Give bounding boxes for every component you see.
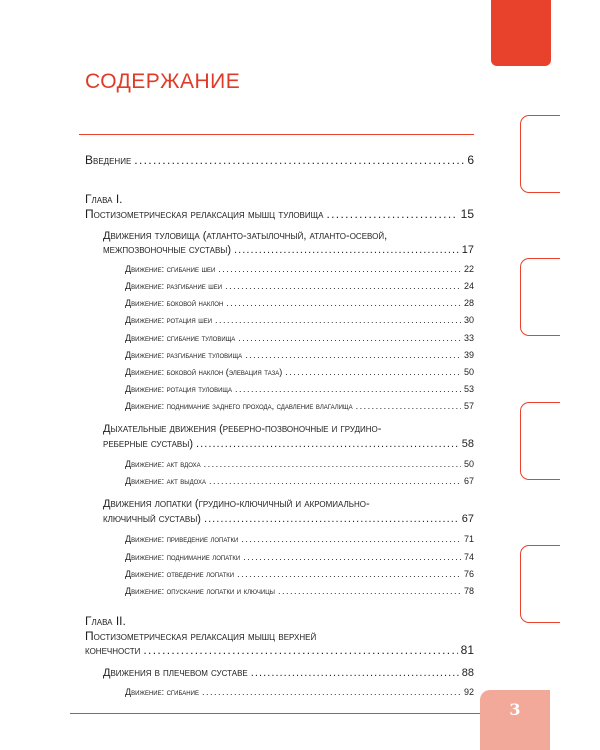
contents-title: СОДЕРЖАНИЕ <box>85 70 241 93</box>
subsection-entry: Движение: боковой наклон (элевация таза) . . . 50 <box>125 367 474 377</box>
subsection-entry: Движение: сгибание . . . 92 <box>125 687 474 697</box>
subsection-entry: Движение: ротация шеи . . . 30 <box>125 315 474 325</box>
subsection-entry: Движение: опускание лопатки и ключицы . . . 78 <box>125 586 474 596</box>
chapter-title-continued: конечности . . . 81 <box>85 643 474 657</box>
page-number: 3 <box>509 700 521 719</box>
footer-rule <box>70 713 480 714</box>
section-entry: ключичный суставы) . . . 67 <box>103 513 474 525</box>
subsection-entry: Движение: поднимание лопатки . . . 74 <box>125 552 474 562</box>
chapter-heading: Глава I. <box>85 192 123 206</box>
section-heading: Движения лопатки (грудино-ключичный и акромиально- <box>103 498 370 510</box>
subsection-entry: Движение: акт вдоха . . . 50 <box>125 459 474 469</box>
section-entry: реберные суставы) . . . 58 <box>103 438 474 450</box>
subsection-entry: Движение: акт выдоха . . . 67 <box>125 476 474 486</box>
subsection-entry: Движение: разгибание туловища . . . 39 <box>125 350 474 360</box>
chapter-heading: Глава II. <box>85 614 126 628</box>
subsection-entry: Движение: приведение лопатки . . . 71 <box>125 534 474 544</box>
page-number-tab <box>480 690 550 750</box>
subsection-entry: Движение: ротация туловища . . . 53 <box>125 384 474 394</box>
subsection-entry: Движение: отведение лопатки . . . 76 <box>125 569 474 579</box>
toc-entry: Введение . . . 6 <box>85 153 474 167</box>
subsection-entry: Движение: сгибание туловища . . . 33 <box>125 333 474 343</box>
section-heading: Дыхательные движения (реберно-позвоночные и грудино- <box>103 423 382 435</box>
section-entry: Движения в плечевом суставе . . . 88 <box>103 667 474 679</box>
section-entry: межпозвоночные суставы) . . . 17 <box>103 244 474 256</box>
chapter-title: Постизометрическая релаксация мышц верхней <box>85 629 317 643</box>
subsection-entry: Движение: поднимание заднего прохода, сдавление влагалища . . . 57 <box>125 401 474 411</box>
section-heading: Движения туловища (атланто-затылочный, атланто-осевой, <box>103 230 388 242</box>
subsection-entry: Движение: разгибание шеи . . . 24 <box>125 281 474 291</box>
chapter-title: Постизометрическая релаксация мышц туловища . . . 15 <box>85 207 474 221</box>
subsection-entry: Движение: сгибание шеи . . . 22 <box>125 264 474 274</box>
subsection-entry: Движение: боковой наклон . . . 28 <box>125 298 474 308</box>
